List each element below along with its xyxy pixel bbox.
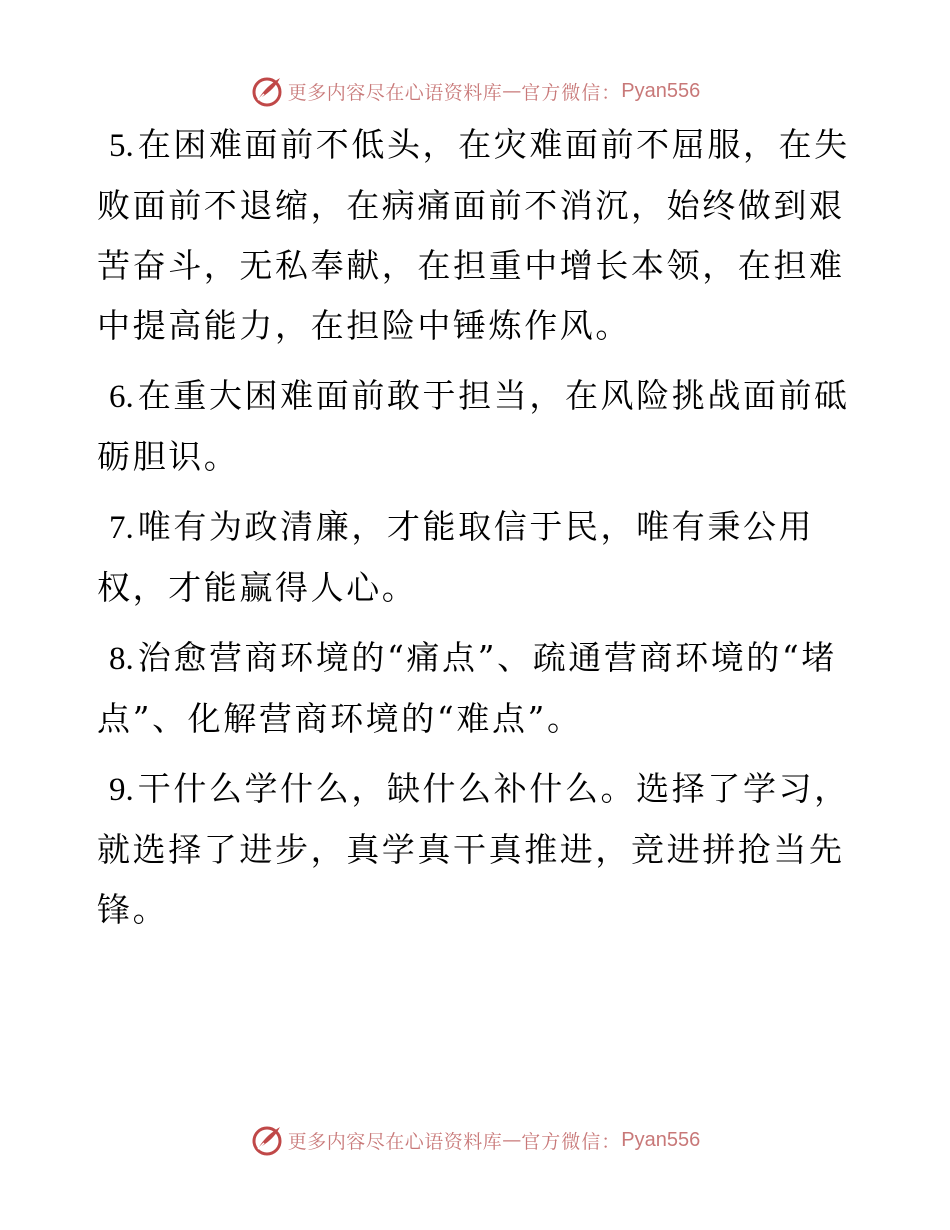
- item-number: 5.: [109, 128, 134, 164]
- footer-watermark: [0, 1122, 950, 1158]
- watermark-wechat-id: Pyan556: [621, 1128, 701, 1151]
- item-number: 6.: [109, 379, 134, 415]
- item-text: 在困难面前不低头，在灾难面前不屈服，在失败面前不退缩，在病痛面前不消沉，始终做到艰苦奋斗，无私奉献，在担重中增长本领，在担难中提高能力，在担险中锤炼作风。: [97, 125, 850, 345]
- watermark-separator: —: [502, 1129, 522, 1151]
- item-text: 治愈营商环境的“痛点”、疏通营商环境的“堵点”、化解营商环境的“难点”。: [97, 638, 837, 738]
- document-body: [97, 115, 857, 950]
- header-watermark: [0, 73, 950, 109]
- quill-seal-icon: [250, 74, 284, 108]
- item-number: 7.: [109, 510, 134, 546]
- item-number: 8.: [109, 641, 134, 677]
- item-text: 唯有为政清廉，才能取信于民，唯有秉公用权，才能赢得人心。: [97, 507, 815, 607]
- watermark-main-text: 更多内容尽在心语资料库: [287, 81, 503, 104]
- watermark-wechat-label: 官方微信：: [521, 81, 622, 104]
- watermark-separator: —: [502, 80, 522, 102]
- watermark-wechat-id: Pyan556: [621, 79, 701, 102]
- item-number: 9.: [109, 772, 134, 808]
- list-item: [97, 759, 857, 940]
- watermark-wechat-label: 官方微信：: [521, 1130, 622, 1153]
- list-item: [97, 115, 857, 356]
- list-item: [97, 497, 857, 618]
- quill-seal-icon: [250, 1123, 284, 1157]
- item-text: 干什么学什么，缺什么补什么。选择了学习，就选择了进步，真学真干真推进，竞进拼抢当先锋。: [97, 769, 850, 929]
- list-item: [97, 628, 857, 749]
- list-item: [97, 366, 857, 487]
- watermark-main-text: 更多内容尽在心语资料库: [287, 1130, 503, 1153]
- item-text: 在重大困难面前敢于担当，在风险挑战面前砥砺胆识。: [97, 376, 850, 476]
